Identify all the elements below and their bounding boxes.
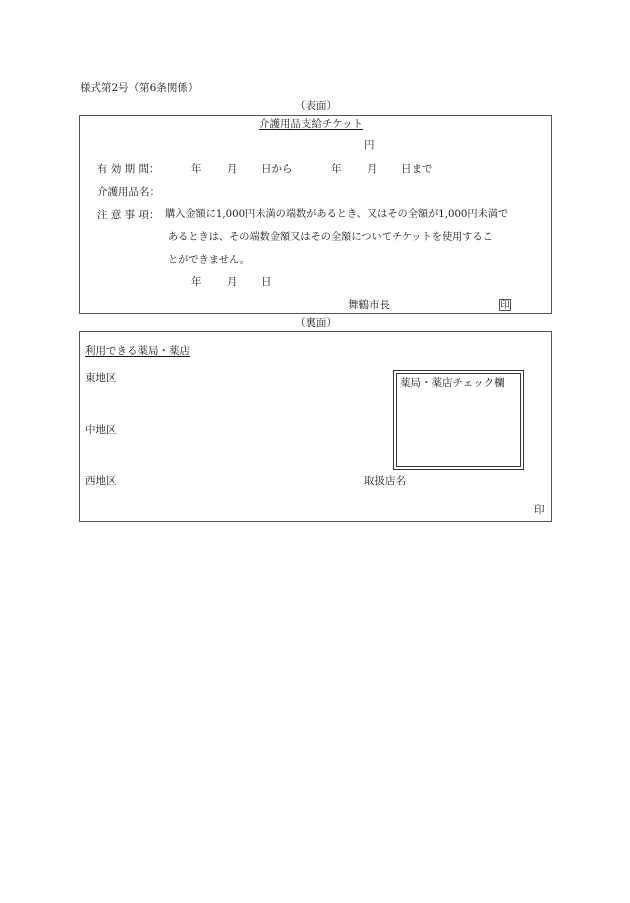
district-central: 中地区 [85, 424, 117, 436]
yen-label: 円 [364, 139, 375, 151]
product-label: 介護用品名： [97, 186, 160, 198]
issue-day: 日 [261, 276, 272, 288]
notice-line-2: あるときは、その端数金額又はその全額についてチケットを使用するこ [168, 232, 493, 243]
district-east: 東地区 [85, 372, 117, 384]
issue-month: 月 [227, 276, 238, 288]
notice-line-3: とができません。 [168, 255, 251, 266]
issue-year: 年 [191, 276, 202, 288]
form-number: 様式第2号（第6条関係） [80, 82, 199, 94]
validity-label: 有 効 期 間： [97, 163, 160, 175]
notice-label: 注 意 事 項： [97, 209, 160, 221]
issuer-seal-mark: 印 [500, 300, 510, 311]
store-name-label: 取扱店名 [364, 475, 406, 487]
front-side-label: （表面） [295, 100, 337, 112]
store-list-heading: 利用できる薬局・薬店 [85, 345, 190, 357]
ticket-title: 介護用品支給チケット [259, 118, 364, 130]
validity-to-month: 月 [367, 163, 378, 175]
store-seal-mark: 印 [534, 504, 545, 516]
district-west: 西地区 [85, 475, 117, 487]
store-check-box-label: 薬局・薬店チェック欄 [400, 377, 505, 389]
back-side-label: （裏面） [295, 317, 337, 329]
validity-from-year: 年 [191, 163, 202, 175]
issuer-name: 舞鶴市長 [348, 299, 390, 311]
validity-to-year: 年 [331, 163, 342, 175]
validity-from-day: 日から [261, 163, 293, 175]
validity-to-day: 日まで [401, 163, 433, 175]
notice-line-1: 購入金額に1,000円未満の端数があるとき、又はその全額が1,000円未満で [165, 209, 509, 220]
validity-from-month: 月 [227, 163, 238, 175]
store-check-box [393, 370, 524, 470]
